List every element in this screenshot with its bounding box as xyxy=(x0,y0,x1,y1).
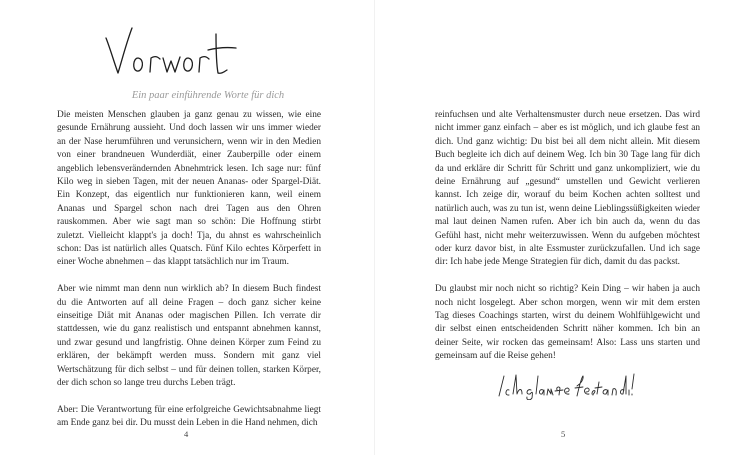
chapter-subtitle: Ein paar einführende Worte für dich xyxy=(131,90,285,101)
handwritten-signature xyxy=(495,370,635,400)
right-body-text xyxy=(435,109,700,377)
right-page xyxy=(375,0,750,455)
left-body-text xyxy=(57,109,321,444)
chapter-title-handwritten xyxy=(100,18,250,86)
paragraph: Die meisten Menschen glauben ja ganz genau zu wissen, wie eine gesunde Ernährung aussieht. Und doch lassen wir uns immer wieder an der Nase herumführen und verunsichern, wenn wir in den Medien von einer brandneuen Wunderdiät, einer Zauberpille oder einem angeblich lebensverändernden Abnehmtrick lesen. Ich sage nur: fünf Kilo weg in sieben Tagen, mit der neuen Ananas- oder Spargel-Diät. Ein Konzept, das eigentlich nur funktionieren kann, weil einem Ananas und Spargel schon nach drei Tagen aus den Ohren rauskommen. Aber wie sagt man so schön: Die Hoffnung stirbt zuletzt. Vielleicht klappt's ja doch! Tja, du ahnst es wahrscheinlich schon: Das ist natürlich alles Quatsch. Fünf Kilo echtes Körperfett in einer Woche abnehmen – das klappt tatsächlich nur im Traum. xyxy=(57,110,321,268)
paragraph: Aber: Die Verantwortung für eine erfolgreiche Gewichtsabnahme liegt am Ende ganz bei dir. Du musst dein Leben in die Hand nehmen, dich xyxy=(57,404,321,429)
paragraph: reinfuchsen und alte Verhaltensmuster durch neue ersetzen. Das wird nicht immer ganz einfach – aber es ist möglich, und ich glaube fest an dich. Und ganz wichtig: Du bist bei all dem nicht allein. Mit diesem Buch begleite ich dich auf deinem Weg. Ich bin 30 Tage lang für dich da und erkläre dir Schritt für Schritt und ganz unkompliziert, wie du deine Ernährung auf „gesund“ umstellen und Gewicht verlieren kannst. Ich zeige dir, worauf du beim Kochen achten solltest und natürlich auch, was zu tun ist, wenn deine Lieblingssüßigkeiten wieder mal laut deinen Namen rufen. Aber ich bin auch da, wenn du das Gefühl hast, nicht mehr weiterzuwissen. Wenn du aufgeben möchtest oder kurz davor bist, in alte Essmuster zurückzufallen. Und ich sage dir: Ich habe jede Menge Strategien für dich, damit du das packst. xyxy=(435,110,700,268)
paragraph: Du glaubst mir noch nicht so richtig? Kein Ding – wir haben ja auch noch nicht losgelegt. Aber schon morgen, wenn wir mit dem ersten Tag dieses Coachings starten, wirst du deinem Wohlfühlgewicht und dir selbst einen entscheidenden Schritt näher kommen. Ich bin an deiner Seite, wir rocken das gemeinsam! Also: Lass uns starten und gemeinsam auf die Reise gehen! xyxy=(435,284,700,362)
paragraph: Aber wie nimmt man denn nun wirklich ab? In diesem Buch findest du die Antworten auf all deine Fragen – doch ganz sicher keine einseitige Diät mit Ananas oder magischen Pillen. Ich verrate dir stattdessen, wie du ganz realistisch und entspannt abnehmen kannst, und zwar gesund und langfristig. Ohne deinen Körper zum Feind zu erklären, der bekämpft werden muss. Sondern mit ganz viel Wertschätzung für dich selbst – und für deinen tollen, starken Körper, der dich schon so lange treu durchs Leben trägt. xyxy=(57,284,321,389)
page-number: 5 xyxy=(561,429,566,439)
page-number: 4 xyxy=(184,429,189,439)
